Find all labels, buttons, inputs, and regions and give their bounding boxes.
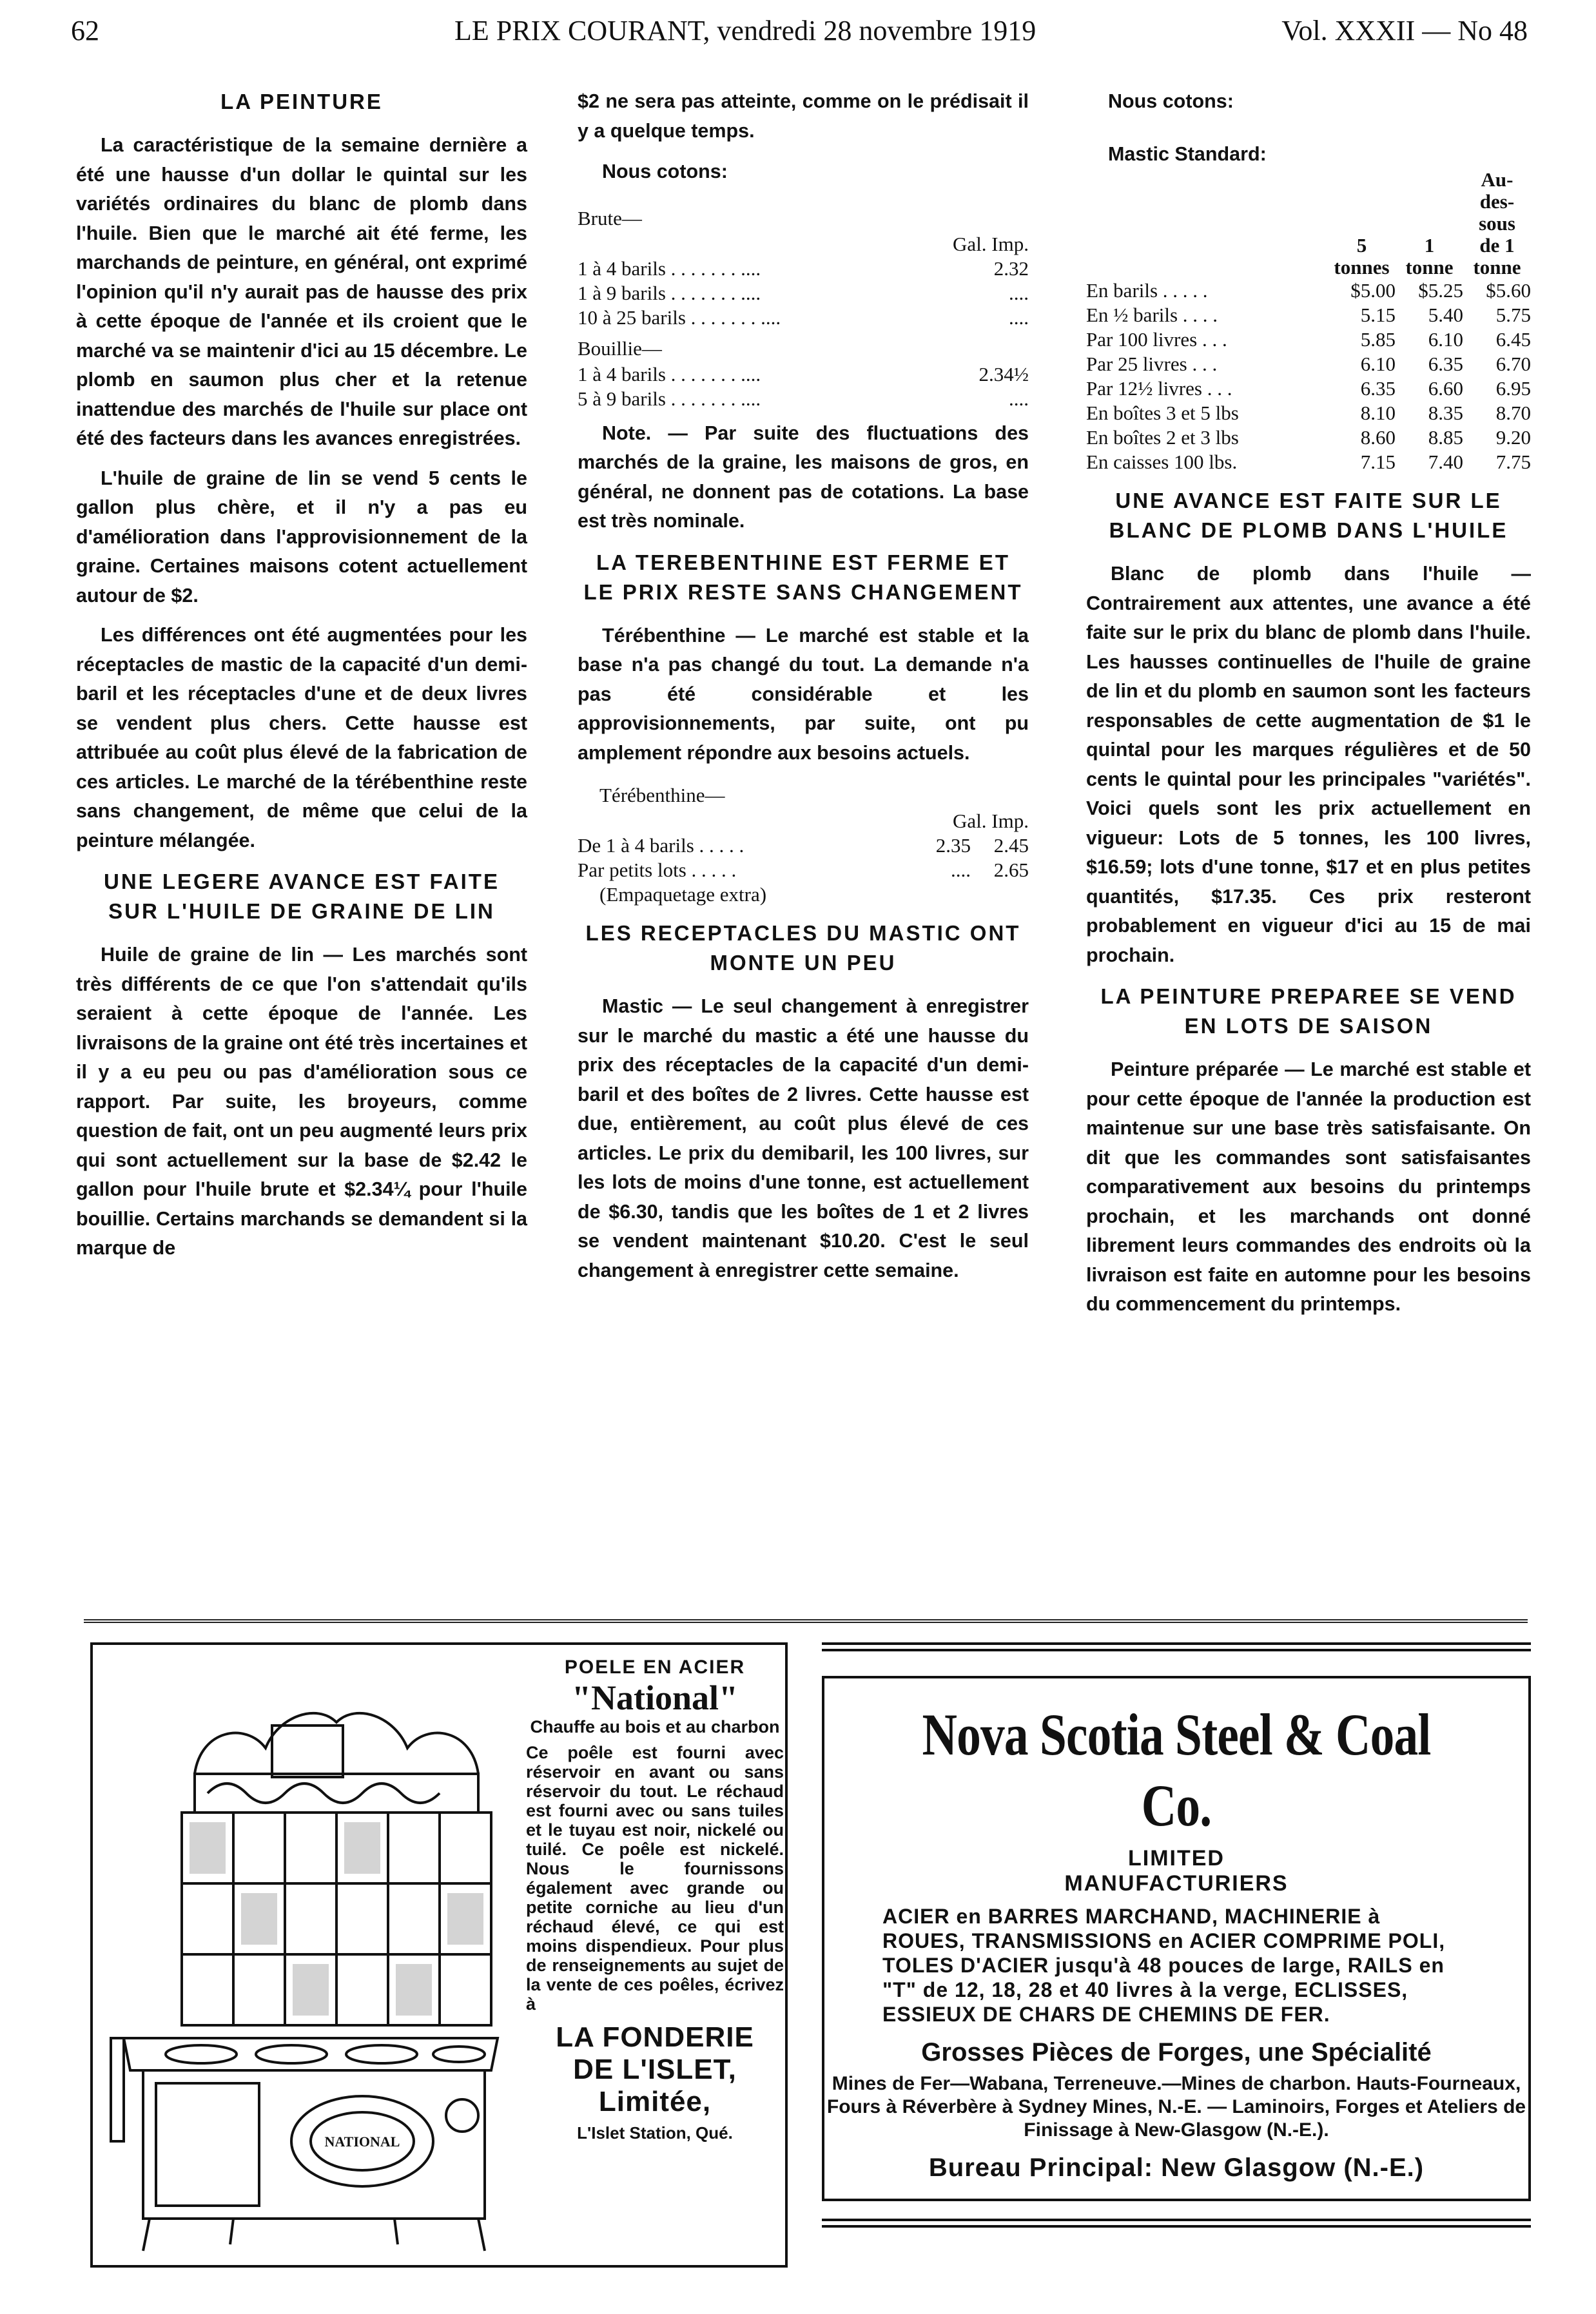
table-header: tonnes tonne tonne	[1334, 256, 1521, 278]
stove-ad-fuel: Chauffe au bois et au charbon	[530, 1717, 780, 1736]
table-row: En caisses 100 lbs. 7.15 7.40 7.75	[1086, 451, 1531, 473]
ad-border-bottom	[822, 2219, 1531, 2228]
turpentine-price-table	[578, 783, 1029, 907]
paragraph-note: Note. — Par suite des fluctuations des marchés de la graine, les maisons de gros, en général, ne donnent pas de cotations. La base est très nominale.	[578, 422, 1029, 532]
ad-border-top	[822, 1642, 1531, 1651]
column-1	[76, 87, 527, 1274]
heading-terebenthine: LA TEREBENTHINE EST FERME ET LE PRIX RESTE SANS CHANGEMENT	[583, 550, 1023, 604]
stove-illustration	[104, 1677, 517, 2257]
column-2	[578, 87, 1029, 1296]
paragraph: Peinture préparée — Le marché est stable et pour cette époque de l'année la production est maintenue sur une base très satisfaisante. On dit que les commandes sont satisfaisantes comparativement aux besoins du printemps prochain, et les marchands ont donné librement leurs commandes des endroits où la livraison est faite en automne pour les besoins du commencement du printemps.	[1086, 1058, 1531, 1315]
table-row: 1 à 4 barils . . . . . . . .... 2.32	[578, 257, 1029, 280]
table-row: 10 à 25 barils . . . . . . . .... ....	[578, 306, 1029, 329]
table-header: Gal. Imp.	[953, 810, 1029, 832]
table-note: (Empaquetage extra)	[599, 883, 767, 906]
advertisement-nova-scotia-steel	[822, 1676, 1531, 2201]
stove-ad-text	[526, 1657, 784, 2143]
table-row: Par petits lots . . . . . .... 2.65	[578, 859, 1029, 881]
table-row: En barils . . . . . $5.00 $5.25 $5.60	[1086, 279, 1531, 302]
table-row: En ½ barils . . . . 5.15 5.40 5.75	[1086, 304, 1531, 326]
table-caption: Brute—	[578, 206, 642, 229]
paragraph: Térébenthine — Le marché est stable et la base n'a pas changé du tout. La demande n'a pas été considérable et les approvisionnements, par suite, ont pu amplement répondre aux besoins actuels.	[578, 624, 1029, 764]
paragraph: Les différences ont été augmentées pour les réceptacles de mastic de la capacité d'un demi-baril et les réceptacles d'une et de deux livres se vendent plus chers. Cette hausse est attribuée au coût plus élevé de la fabrication de ces articles. Le marché de la térébenthine reste sans changement, de même que celui de la peinture mélangée.	[76, 624, 527, 851]
table-row: En boîtes 3 et 5 lbs 8.10 8.35 8.70	[1086, 402, 1531, 424]
stove-ad-firm-line1: LA FONDERIE	[556, 2021, 754, 2053]
heading-huile-graine-lin: UNE LEGERE AVANCE EST FAITE SUR L'HUILE DE GRAINE DE LIN	[104, 870, 500, 923]
table-row: Par 100 livres . . . 5.85 6.10 6.45	[1086, 328, 1531, 351]
steel-ad-limited: LIMITED	[1128, 1846, 1225, 1871]
page-header	[71, 14, 1528, 53]
nous-cotons-label: Nous cotons:	[1108, 90, 1234, 112]
table-header: Gal. Imp.	[953, 232, 1029, 255]
flax-price-table	[578, 206, 1029, 411]
table-row: De 1 à 4 barils . . . . . 2.35 2.45	[578, 834, 1029, 857]
stove-ad-firm-line2: DE L'ISLET,	[573, 2054, 737, 2085]
mastic-price-table	[1086, 169, 1531, 474]
steel-ad-mines: Mines de Fer—Wabana, Terreneuve.—Mines de charbon. Hauts-Fourneaux, Fours à Réverbère à Sydney Mines, N.-E. — Laminoirs, Forges et Ateliers de Finissage à New-Glasgow (N.-E.).	[826, 2073, 1526, 2141]
steel-ad-manufacturers: MANUFACTURIERS	[1064, 1871, 1289, 1896]
table-caption: Térébenthine—	[599, 784, 725, 806]
table-row: En boîtes 2 et 3 lbs 8.60 8.85 9.20	[1086, 426, 1531, 449]
table-header: des-	[1479, 190, 1515, 213]
steel-ad-specialty: Grosses Pièces de Forges, une Spécialité	[921, 2038, 1432, 2066]
page-number: 62	[71, 15, 99, 46]
table-row: 5 à 9 barils . . . . . . . .... ....	[578, 387, 1029, 410]
column-3	[1086, 87, 1531, 1330]
table-header: 5 1 de 1	[1356, 234, 1515, 257]
heading-peinture-preparee: LA PEINTURE PREPAREE SE VEND EN LOTS DE SAISON	[1100, 984, 1517, 1038]
paragraph: L'huile de graine de lin se vend 5 cents le gallon plus chère, et il n'y a pas eu d'amélioration dans l'approvisionnement de la graine. Certaines maisons cotent actuellement autour de $2.	[76, 467, 527, 607]
publication-title: LE PRIX COURANT, vendredi 28 novembre 1919	[454, 15, 1036, 46]
stove-emblem-text: NATIONAL	[324, 2134, 400, 2150]
heading-blanc-de-plomb: UNE AVANCE EST FAITE SUR LE BLANC DE PLOMB DANS L'HUILE	[1109, 489, 1508, 542]
table-row: Par 12½ livres . . . 6.35 6.60 6.95	[1086, 377, 1531, 400]
table-header: sous	[1479, 212, 1515, 235]
heading-receptacles-mastic: LES RECEPTACLES DU MASTIC ONT MONTE UN PEU	[585, 921, 1021, 975]
steel-ad-products: ACIER en BARRES MARCHAND, MACHINERIE à ROUES, TRANSMISSIONS en ACIER COMPRIME POLI, TOLES D'ACIER jusqu'à 48 pouces de large, RAILS en "T" de 12, 18, 28 et 40 livres à la verge, ECLISSES, ESSIEUX DE CHARS DE CHEMINS DE FER.	[882, 1905, 1446, 2026]
steel-ad-head-office: Bureau Principal: New Glasgow (N.-E.)	[928, 2154, 1425, 2182]
table-caption: Bouillie—	[578, 336, 662, 360]
nous-cotons-label: Nous cotons:	[602, 160, 728, 182]
stove-ad-location: L'Islet Station, Qué.	[577, 2123, 733, 2143]
paragraph: Huile de graine de lin — Les marchés sont très différents de ce que l'on s'attendait qu'ils seraient à cette époque de l'année. Les livraisons de la graine ont été très incertaines et il y a eu peu ou pas d'amélioration sous ce rapport. Par suite, les broyeurs, comme question de fait, ont un peu augmenté leurs prix qui sont actuellement sur la base de $2.42 le gallon pour l'huile brute et $2.34¼ pour l'huile bouillie. Certains marchands se demandent si la marque de	[76, 944, 527, 1259]
section-divider	[84, 1619, 1528, 1623]
table-header: Au-	[1481, 168, 1513, 191]
volume-number: Vol. XXXII — No 48	[1281, 15, 1528, 46]
table-row: Par 25 livres . . . 6.10 6.35 6.70	[1086, 353, 1531, 375]
stove-ad-subtitle: POELE EN ACIER	[564, 1657, 746, 1678]
paragraph: Mastic — Le seul changement à enregistrer sur le marché du mastic a été une hausse du prix des réceptacles de la capacité d'un demi-baril et des boîtes de 2 livres. Cette hausse est due, entièrement, au coût plus élevé de ces articles. Le prix du demibaril, les 100 livres, sur les lots de moins d'une tonne, est actuellement de $6.30, tandis que les boîtes de 1 et 2 livres se vendent maintenant $10.20. C'est le seul changement à enregistrer cette semaine.	[578, 995, 1029, 1281]
stove-ad-firm-line3: Limitée,	[598, 2086, 712, 2117]
advertisement-stove	[90, 1642, 788, 2268]
table-row: 1 à 4 barils . . . . . . . .... 2.34½	[578, 362, 1029, 385]
paragraph: La caractéristique de la semaine dernière a été une hausse d'un dollar le quintal sur les variétés ordinaires du blanc de plomb dans l'huile. Bien que le marché ait été ferme, les marchands de peinture, en général, ont exprimé l'opinion qu'il n'y aurait pas de hausse des prix à cette époque de l'année et ils croient que le marché va se maintenir d'ici au 15 décembre. Le plomb en saumon plus cher et la retenue inattendue des marchés de l'huile sur place ont été des facteurs dans les avances enregistrées.	[76, 134, 527, 449]
stove-ad-name: "National"	[572, 1678, 738, 1717]
table-row: 1 à 9 barils . . . . . . . .... ....	[578, 281, 1029, 304]
steel-ad-company-name: Nova Scotia Steel & Coal Co.	[922, 1702, 1431, 1838]
heading-la-peinture: LA PEINTURE	[220, 90, 383, 113]
paragraph: $2 ne sera pas atteinte, comme on le prédisait il y a quelque temps.	[578, 90, 1029, 142]
mastic-standard-label: Mastic Standard:	[1108, 142, 1267, 165]
stove-ad-description: Ce poêle est fourni avec réservoir en avant ou sans réservoir du tout. Le réchaud est fourni avec ou sans tuiles et le tuyau est noir, nickelé ou tuilé. Ce poêle est nickelé. Nous le fournissons également avec grande ou petite corniche au lieu d'un réchaud élevé, ce qui est moins dispendieux. Pour plus de renseignements au sujet de la vente de ces poêles, écrivez à	[526, 1743, 784, 2014]
paragraph: Blanc de plomb dans l'huile — Contrairement aux attentes, une avance a été faite sur le prix du blanc de plomb dans l'huile. Les hausses continuelles de l'huile de graine de lin et du plomb en saumon sont les facteurs responsables de cette augmentation de $1 le quintal pour les marques régulières et de 50 cents le quintal pour les principales "variétés". Voici quels sont les prix actuellement en vigueur: Lots de 5 tonnes, les 100 livres, $16.59; lots d'une tonne, $17 et en plus petites quantités, $17.35. Ces prix resteront probablement en vigueur d'ici au 15 de mai prochain.	[1086, 563, 1531, 966]
